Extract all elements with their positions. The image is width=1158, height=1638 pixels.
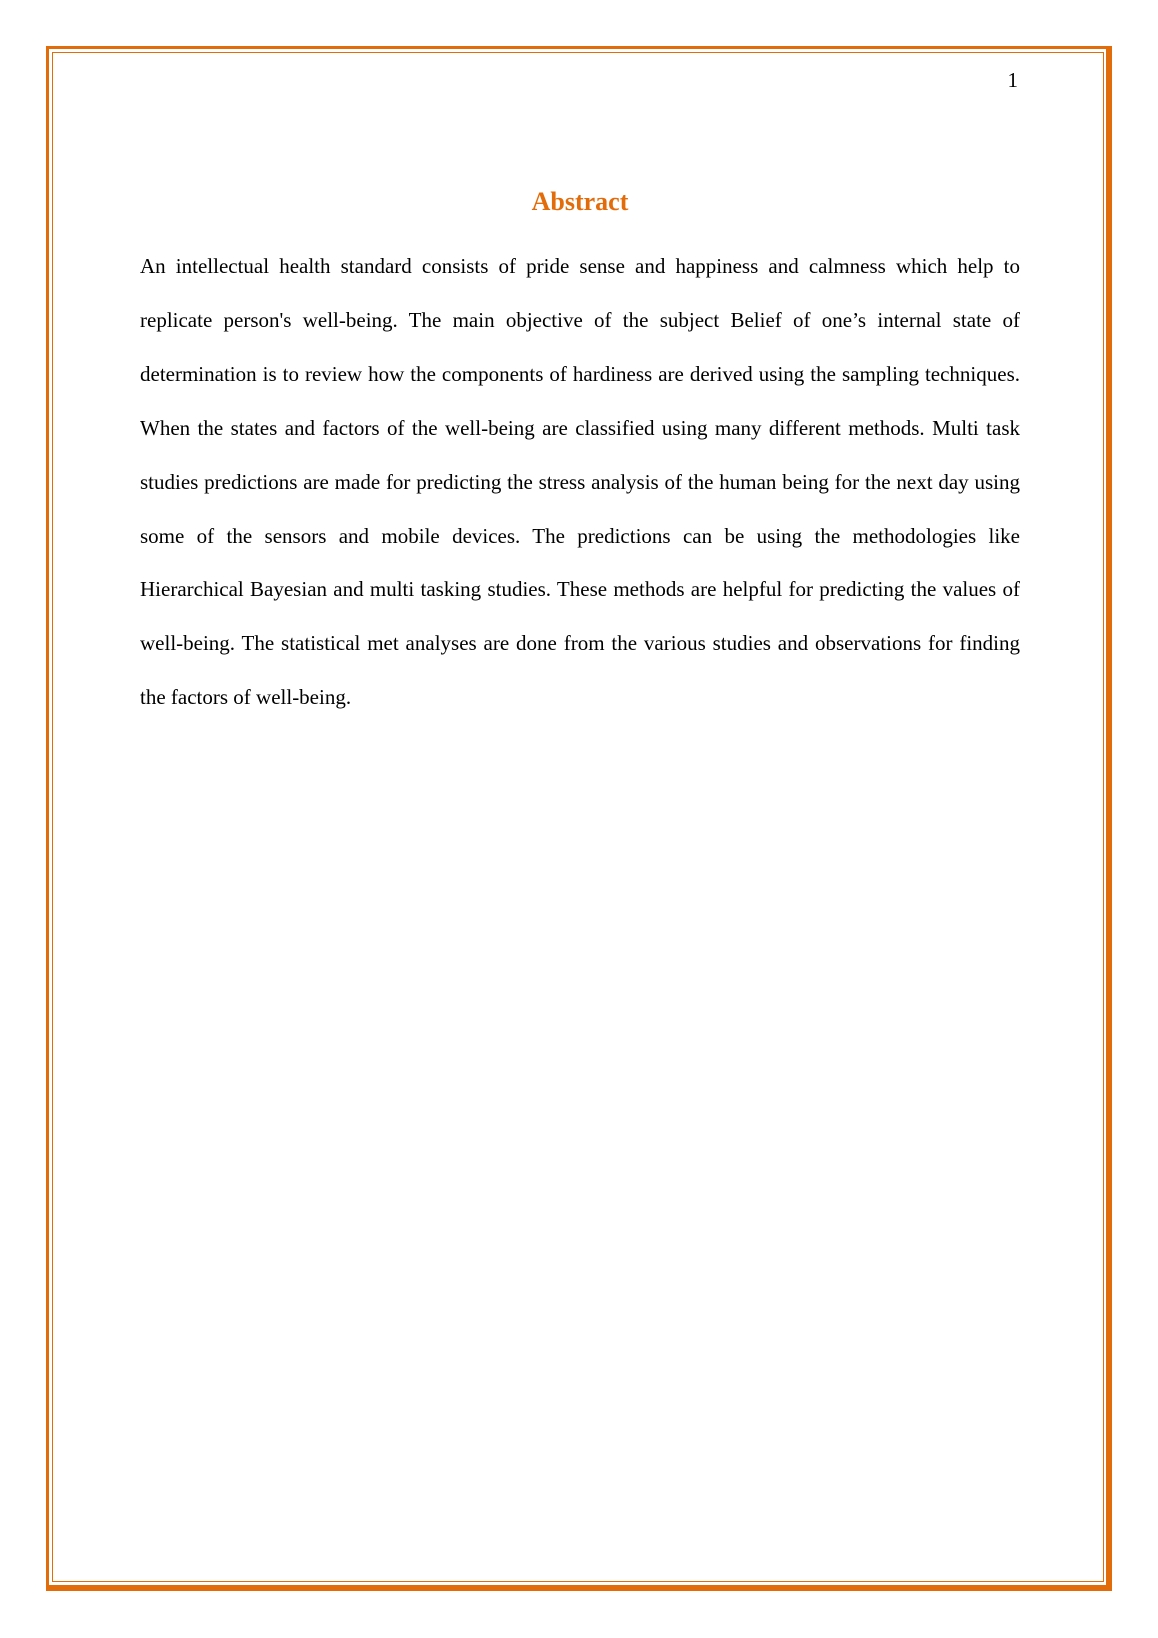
abstract-paragraph: An intellectual health standard consists of pride sense and happiness and calmness which help to replicate person's well-being. The main objective of the subject Belief of one’s internal state of determination is to review how the components of hardiness are derived using the sampling techniques. When the states and factors of the well-being are classified using many different methods. Multi task studies predictions are made for predicting the stress analysis of the human being for the next day using some of the sensors and mobile devices. The predictions can be using the methodologies like Hierarchical Bayesian and multi tasking studies. These methods are helpful for predicting the values of well-being. The statistical met analyses are done from the various studies and observations for finding the factors of well-being. (140, 254, 1020, 710)
page-number: 1 (1007, 68, 1018, 92)
abstract-heading: Abstract (531, 187, 629, 216)
